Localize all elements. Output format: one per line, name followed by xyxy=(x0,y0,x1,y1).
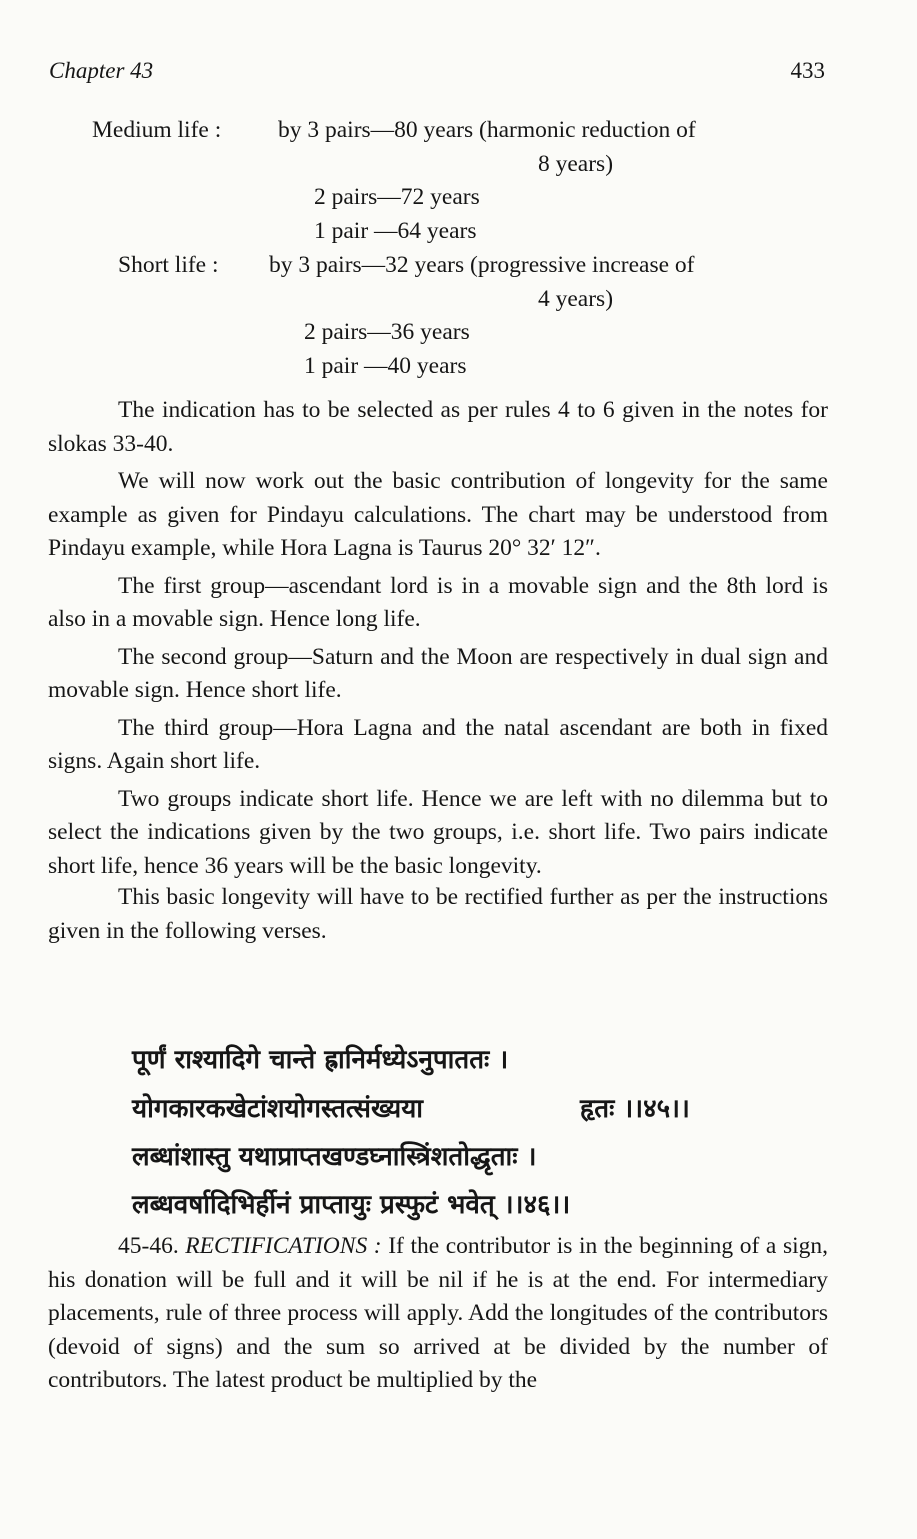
sloka-line-3: लब्धांशास्तु यथाप्राप्तखण्डघ्नास्त्रिंशतोद्धृताः । xyxy=(132,1142,537,1172)
paragraph-7: This basic longevity will have to be rectified further as per the instructions given in the following verses. xyxy=(48,884,828,944)
medium-life-row-1: by 3 pairs—80 years (harmonic reduction of xyxy=(278,117,696,143)
medium-life-row-2: 2 pairs—72 years xyxy=(314,184,480,210)
rectification-text: If the contributor is in the beginning of a sign, his donation will be full and it will be nil if he is at the end. For intermediary placements, rule of three process will apply. Add the longitudes of the contributors (devoid of signs) and the sum so arrived at be divided by the number of contributors. The latest product be multiplied by the xyxy=(48,1233,829,1393)
paragraph-4: The second group—Saturn and the Moon are respectively in dual sign and movable sign. Hence short life. xyxy=(48,643,828,703)
sloka-line-1: पूर्णं राश्यादिगे चान्ते ह्रानिर्मध्येऽनुपाततः । xyxy=(132,1045,509,1075)
paragraph-5: The third group—Hora Lagna and the natal ascendant are both in fixed signs. Again short life. xyxy=(48,714,828,774)
paragraph-6: Two groups indicate short life. Hence we are left with no dilemma but to select the indications given by the two groups, i.e. short life. Two pairs indicate short life, hence 36 years will be the basic longevity. xyxy=(48,785,828,879)
short-life-row-2: 2 pairs—36 years xyxy=(304,319,470,345)
body-text xyxy=(48,394,828,948)
short-life-label: Short life : xyxy=(118,252,219,278)
short-life-row-3: 1 pair —40 years xyxy=(304,353,467,379)
medium-life-row-3: 1 pair —64 years xyxy=(314,218,477,244)
sloka-line-2: योगकारकखेटांशयोगस्तत्संख्यया xyxy=(132,1094,424,1124)
paragraph-2: We will now work out the basic contribution of longevity for the same example as given for Pindayu calculations. The chart may be understood from Pindayu example, while Hora Lagna is Taurus 20° 32′ 12″. xyxy=(48,468,828,561)
short-life-row-1-cont: 4 years) xyxy=(538,286,614,312)
page-number: 433 xyxy=(790,58,825,83)
chapter-header: Chapter 43 xyxy=(49,58,154,83)
medium-life-row-1-cont: 8 years) xyxy=(538,151,614,177)
medium-life-label: Medium life : xyxy=(92,117,222,143)
rectification-section xyxy=(48,1230,828,1398)
short-life-row-1: by 3 pairs—32 years (progressive increase of xyxy=(269,252,695,278)
section-title: RECTIFICATIONS : xyxy=(185,1233,382,1259)
paragraph-3: The first group—ascendant lord is in a movable sign and the 8th lord is also in a movable sign. Hence long life. xyxy=(48,572,828,632)
sloka-line-4: लब्धवर्षादिभिर्हीनं प्राप्तायुः प्रस्फुटं भवेत् ।।४६।। xyxy=(132,1190,571,1220)
paragraph-1: The indication has to be selected as per rules 4 to 6 given in the notes for slokas 33-40. xyxy=(48,397,828,457)
section-number: 45-46. xyxy=(118,1233,179,1259)
sloka-line-2-number: हृतः ।।४५।। xyxy=(580,1094,690,1124)
